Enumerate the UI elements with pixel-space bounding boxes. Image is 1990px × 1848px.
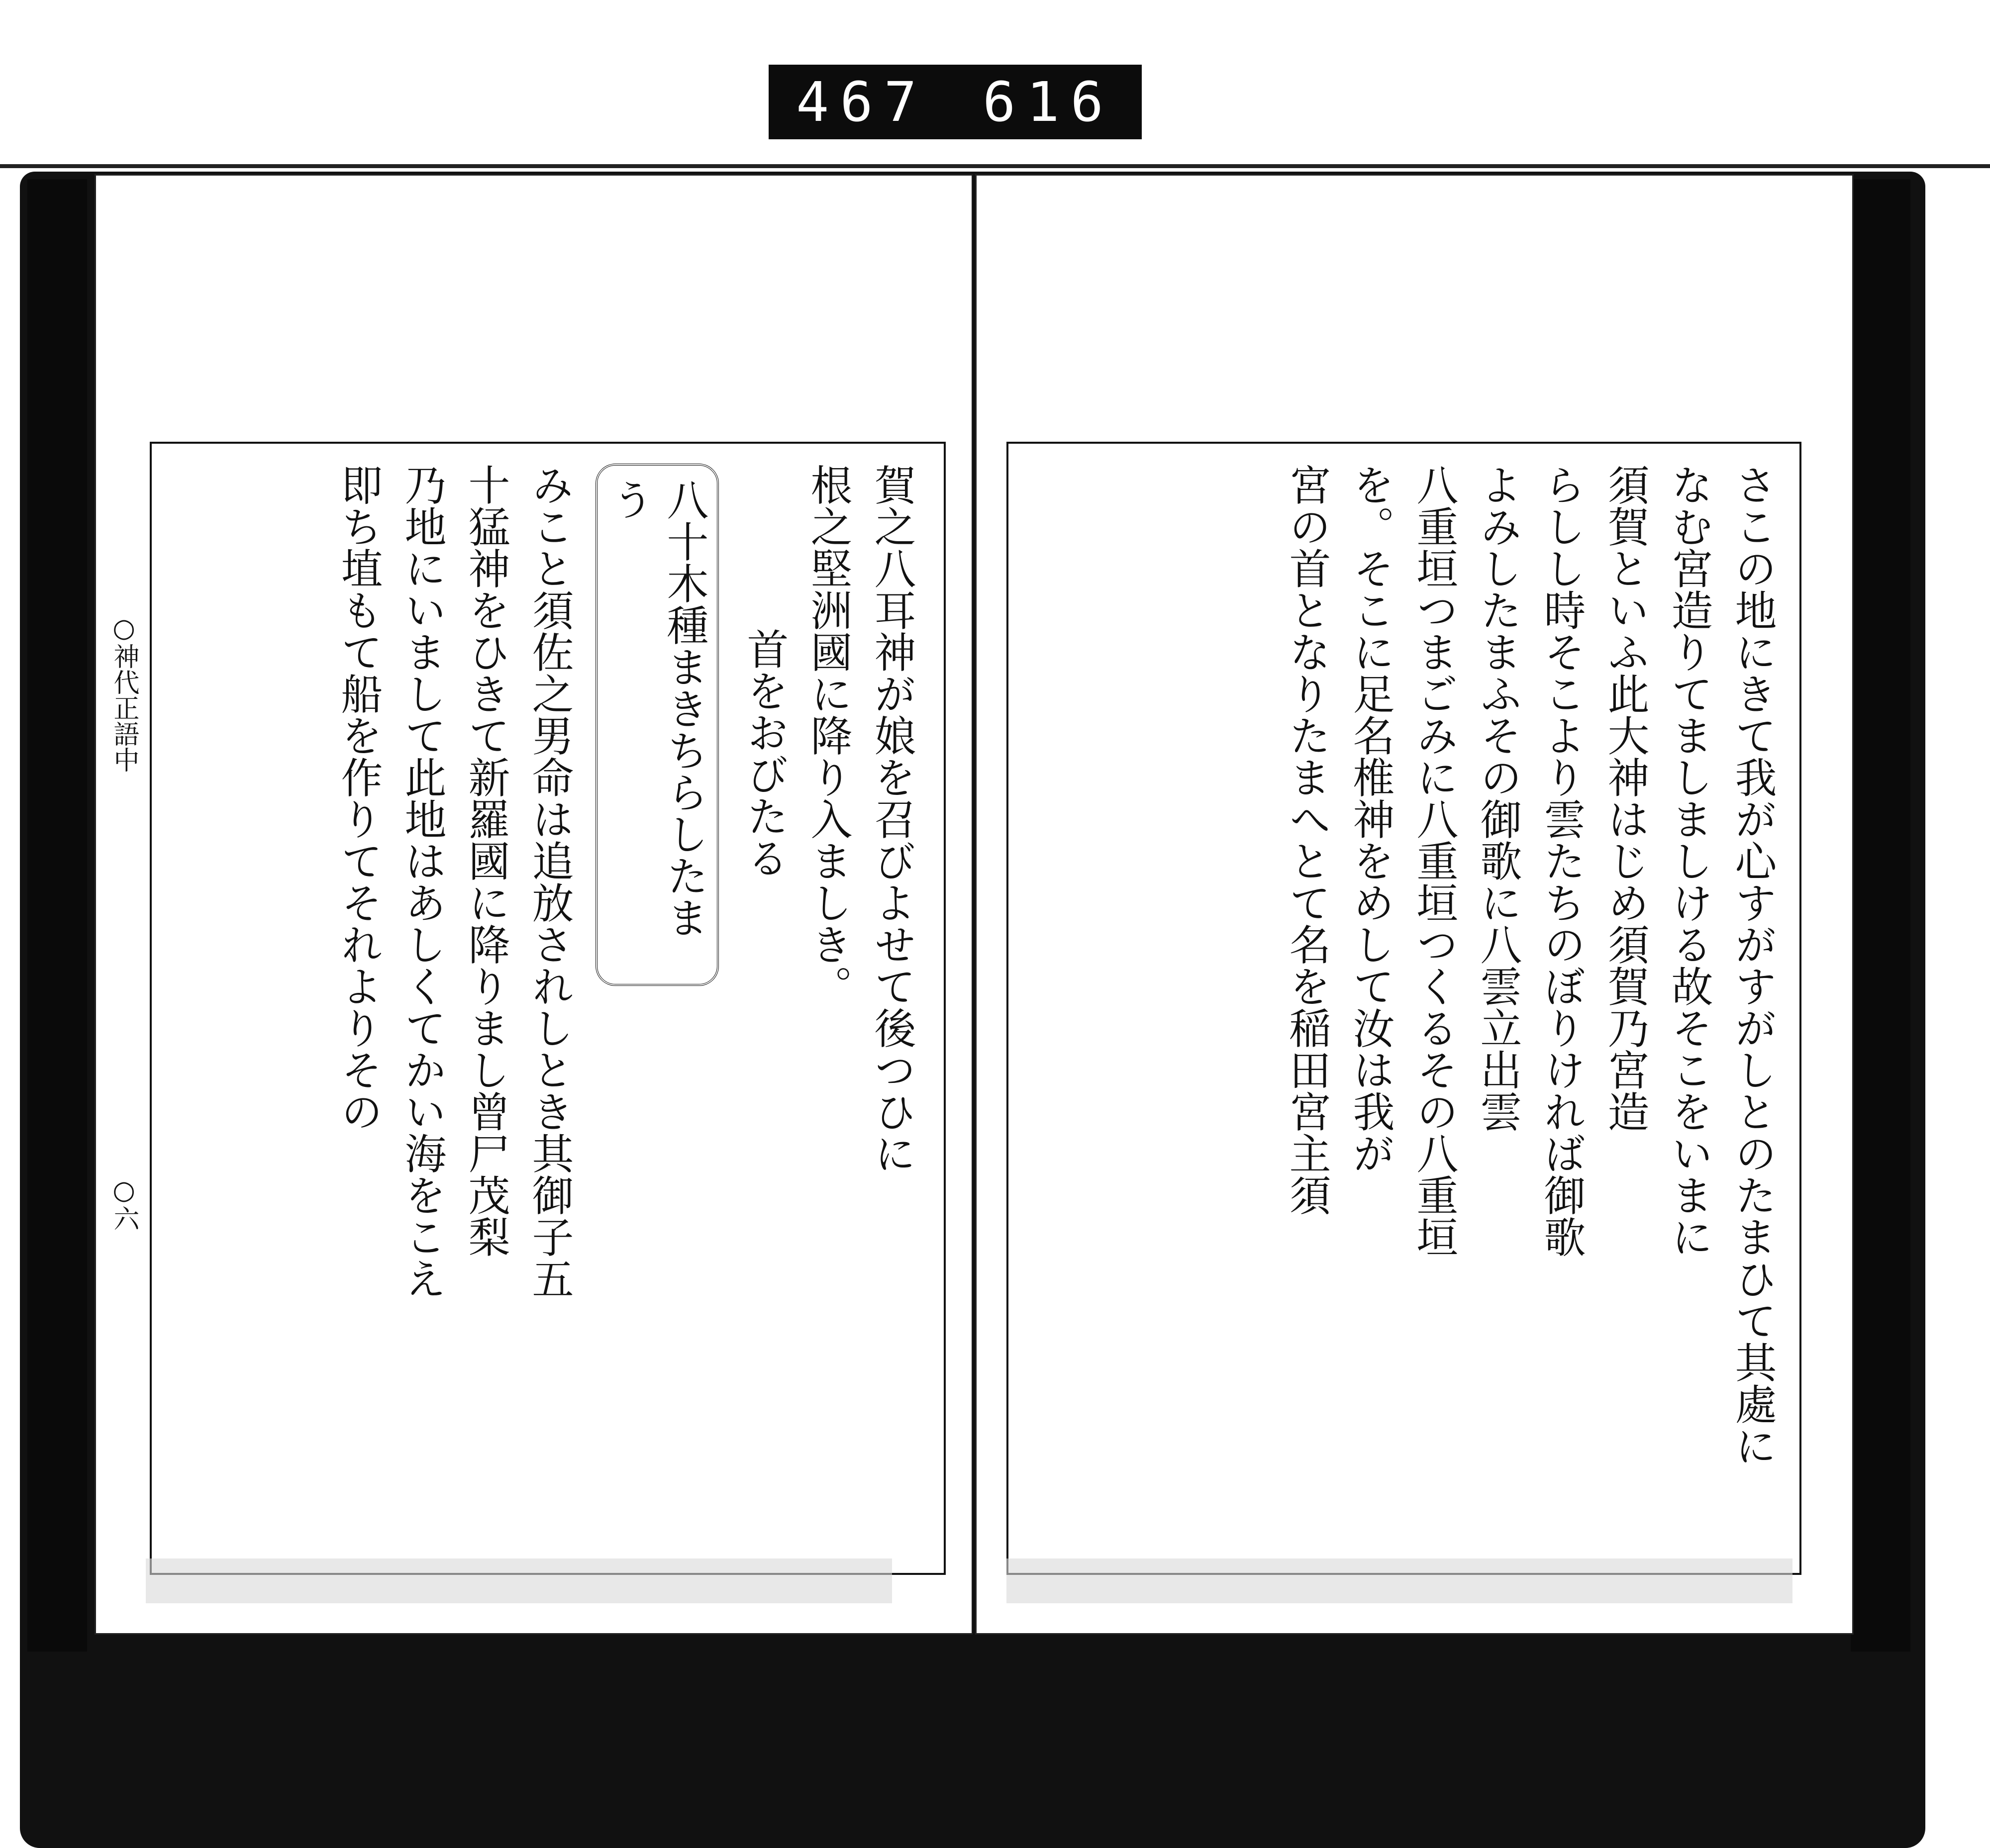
text-column: 賀之八耳神が娘を召びよせて後つひに (868, 464, 916, 1174)
text-column: 根之堅洲國に降り入ましき。 (804, 464, 853, 1007)
left-text-frame (150, 442, 946, 1575)
right-page (975, 174, 1854, 1635)
text-column: 即ち埴もて船を作りてそれよりその (334, 464, 383, 1132)
left-text-columns (172, 464, 924, 1553)
page-smudge (146, 1558, 892, 1603)
scan-top-edge (0, 164, 1990, 168)
text-column: 須賀といふ此大神はじめ須賀乃宮造 (1601, 464, 1650, 1132)
catalog-number-left: 467 (796, 70, 928, 134)
text-column: らしし時そこより雲たちのぼりければ御歌 (1537, 464, 1586, 1258)
right-text-columns (1023, 464, 1785, 1553)
page-smudge (1006, 1558, 1792, 1603)
text-column: 八重垣つまごみに八重垣つくるその八重垣 (1410, 464, 1459, 1258)
catalog-number-right: 616 (983, 70, 1114, 134)
text-column: 乃地にいまして此地はあしくてかい海をこえ (398, 464, 447, 1299)
text-column: なむ宮造りてましましける故そこをいまに (1665, 464, 1713, 1258)
text-column: を。そこに足名椎神をめして汝は我が (1346, 464, 1395, 1174)
left-page-edge-shadow (27, 179, 87, 1652)
text-column: 十猛神をひきて新羅國に降りまし曾尸茂梨 (462, 464, 510, 1258)
text-column: 首をおびたる (740, 628, 789, 878)
text-column: よみしたまふその御歌に八雲立出雲 (1474, 464, 1522, 1132)
catalog-number-label (769, 65, 1142, 139)
running-title: ○神代正語中 (109, 613, 139, 773)
text-column: さこの地にきて我が心すがすがしとのたまひて其處に (1728, 464, 1777, 1466)
page-number: ○六 (109, 1175, 139, 1231)
right-page-edge-shadow (1851, 179, 1910, 1652)
text-column: みこと須佐之男命は追放されしとき其御子五 (525, 464, 574, 1299)
right-text-frame (1006, 442, 1801, 1575)
left-page (95, 174, 973, 1635)
text-column: 宮の首となりたまへとて名を稲田宮主須 (1283, 464, 1331, 1216)
section-heading-box: 八十木種まきちらしたまう (596, 464, 719, 986)
